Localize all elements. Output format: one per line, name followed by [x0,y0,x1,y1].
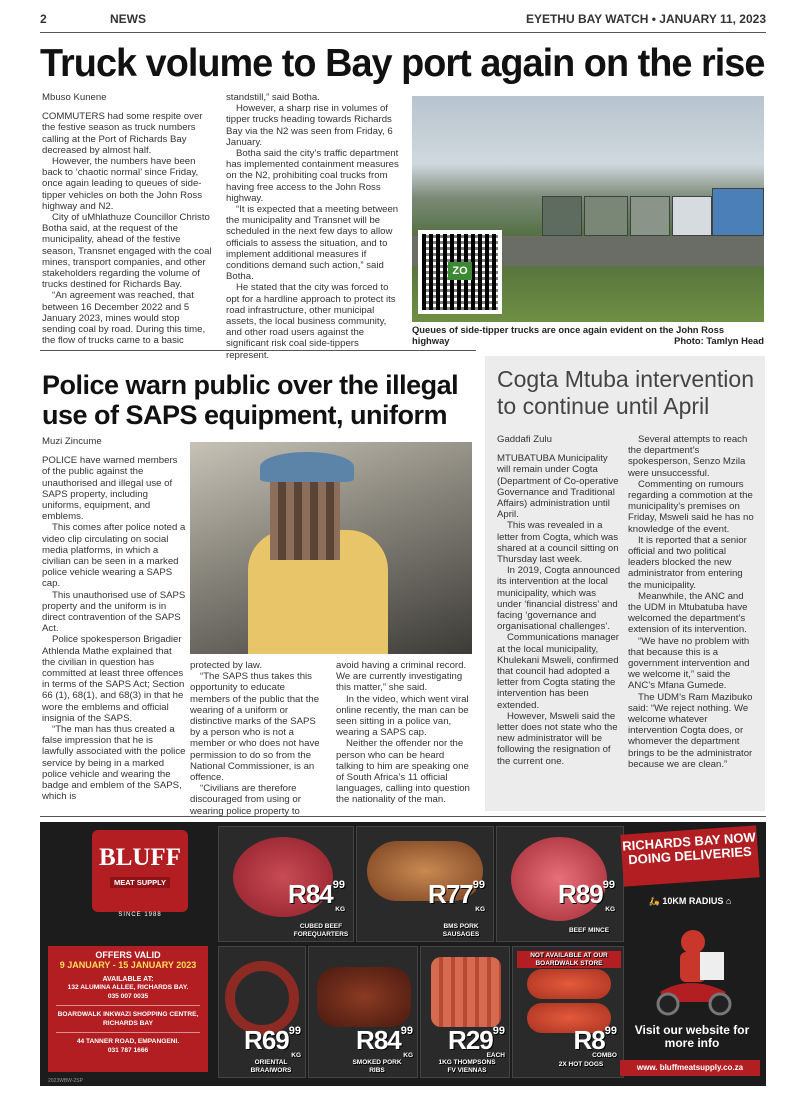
story2-paragraph: POLICE have warned members of the public against the unauthorised and illegal use of SAPS property, including uniforms, equipment, and emblems. [42,455,178,523]
story2-paragraph: This unauthorised use of SAPS property and the uniform is in direct contravention of the SAPS Act. [42,589,186,635]
photo-credit: Photo: Tamlyn Head [674,335,764,346]
brand-name: BLUFF [99,844,181,871]
page-number: 2 [40,12,47,26]
story1-column-2 [226,92,404,361]
visit-website-text: Visit our website for more info [634,1023,750,1050]
product-price: $R84^{99}$ KG [356,1025,413,1059]
offers-label: OFFERS VALID [95,950,161,960]
header-rule [40,32,766,33]
police-van-photo [190,442,472,654]
house-icon: ⌂ [723,896,732,906]
available-label: AVAILABLE AT: [102,976,154,983]
store-address: 132 ALUMINA ALLEE, RICHARDS BAY. [67,984,189,991]
scooter-icon: 🛵 [648,896,663,906]
story1-paragraph: “It is expected that a meeting between the municipality and Transnet will be scheduled in the next few days to allow officials to assess the situation, and to implement additional measures if conditions demand such action,” said Botha. [226,204,399,283]
story2-column-3 [336,660,474,806]
product-price: $R77^{99}$ KG [428,879,485,913]
blurred-face-graphic [270,470,340,560]
story3-paragraph: This was revealed in a letter from Cogta, which was shared at a council sitting on Thursday last week. [497,520,619,566]
story1-byline: Mbuso Kunene [42,92,107,103]
story3-headline[interactable]: Cogta Mtuba intervention to continue until April [497,366,754,419]
product-price: $R69^{99}$ KG [244,1025,301,1059]
story2-paragraph: “The SAPS thus takes this opportunity to educate members of the public that the wearing of a uniform or distinctive marks of the SAPS by a person who is not a member or who does not have permission to do so from the National Commissioner, is an offence. [190,671,320,784]
product-name: CUBED BEEF FOREQUARTERS [293,923,349,938]
story2-column-1 [42,436,186,803]
story3-paragraph: Several attempts to reach the department’s spokesperson, Senzo Mzila were unsuccessful. [628,434,748,479]
story3-paragraph: “We have no problem with that because this is a government intervention and we welcome it,” said the ANC’s Mfana Gumede. [628,635,750,692]
product-tile-beef-cubes[interactable] [218,826,354,942]
story2-paragraph: Neither the offender nor the person who can be heard talking to him are speaking one of South Africa’s 11 official languages, calling into question the nationality of the man. [336,738,470,806]
radius-label: 🛵 10KM RADIUS ⌂ [648,896,732,906]
story3-byline: Gaddafi Zulu [497,434,552,445]
story1-paragraph: However, the numbers have been back to ‘chaotic normal’ since Friday, once again leading to queues of side-tipper vehicles on both the John Ross highway and N2. [42,156,202,212]
story3-column-1 [497,434,621,767]
ad-rule [40,816,766,817]
section-rule [40,350,476,351]
story2-paragraph: Police spokesperson Brigadier Athlenda Mathe explained that the civilian in question has committed at least three offences in terms of the SAPS Act; Section 66 (1), 68(1), and 68(3) in that he wore the emblems and official insignia of the SAPS. [42,634,185,724]
story1-paragraph: “An agreement was reached, that between 16 December 2022 and 5 January 2023, mines would stop sending coal by road. During this time, the flow of trucks came to a basic [42,290,206,347]
qr-code[interactable] [418,230,502,314]
story1-paragraph: COMMUTERS had some respite over the festive season as truck numbers calling at the Port of Richards Bay decreased by almost half. [42,111,203,156]
product-price: $R29^{99}$ EACH [448,1025,505,1059]
story2-column-2 [190,660,326,817]
story1-paragraph: However, a sharp rise in volumes of tipper trucks heading towards Richards Bay via the N2 was seen from Friday, 6 January. [226,103,393,148]
story3-paragraph: However, Msweli said the letter does not state who the new administrator will be following the resignation of the current one. [497,710,618,767]
not-available-note: NOT AVAILABLE AT OUR BOARDWALK STORE [517,951,621,968]
delivery-scooter-icon [650,922,736,1018]
story2-paragraph: This comes after police noted a video clip circulating on social media platforms, in which a civilian can be seen in a marked police vehicle wearing a SAPS cap. [42,522,186,590]
saps-cap-graphic [260,452,354,482]
store-address: 44 TANNER ROAD, EMPANGENI. [76,1038,180,1045]
story2-paragraph: In the video, which went viral online recently, the man can be seen sitting in a police van, wearing a SAPS cap. [336,693,469,739]
product-tile-hot-dogs[interactable] [512,946,624,1078]
story1-paragraph: City of uMhlathuze Councillor Christo Botha said, at the request of the municipality, ahead of the festive season, Transnet engaged with the coal mines, transport companies, and other stakeholders regarding the volume of trucks destined for Richards Bay. [42,212,212,291]
story3-paragraph: In 2019, Cogta announced its intervention at the local municipality, which was under ‘financial distress’ and facing ‘governance and organisational challenges’. [497,565,621,633]
since-label: SINCE 1988 [118,912,162,918]
photo-caption [412,324,764,346]
store-phone: 035 007 0035 [107,993,149,1000]
product-tile-pork-ribs[interactable] [308,946,418,1078]
store-info-panel [48,946,208,1072]
bluff-logo [92,830,188,912]
ad-code: 2023WBW-2SP [48,1078,83,1084]
story3-paragraph: The UDM’s Ram Mazibuko said: “We reject nothing. We welcome whatever intervention Cogta does, or whomever the department brings to be the administrator because we are clean.” [628,691,753,770]
section-label: NEWS [110,12,146,26]
story3-column-2 [628,434,758,770]
product-tile-viennas[interactable] [420,946,510,1078]
story2-paragraph: avoid having a criminal record. We are currently investigating this matter,” she said. [336,660,467,694]
product-price: $R8^{99}$ COMBO [573,1025,617,1059]
story3-paragraph: It is reported that a senior official and two political leaders blocked the new administrator from entering the municipality. [628,534,747,591]
product-price: $R84^{99}$ KG [288,879,345,913]
product-tile-pork-sausages[interactable] [356,826,494,942]
story2-headline[interactable]: Police warn public over the illegal use of SAPS equipment, uniform [42,370,459,430]
product-name: BEEF MINCE [568,927,610,934]
story2-byline: Muzi Zincume [42,436,102,447]
product-name: BMS PORK SAUSAGES [442,923,480,938]
story1-paragraph: standstill,” said Botha. [226,92,320,103]
story3-paragraph: Communications manager at the local municipality, Khulekani Msweli, confirmed that council had adopted a letter from Cogta stating the intervention has been extended. [497,632,619,711]
page-header [40,12,766,30]
trucks-photo [412,96,764,322]
story3-paragraph: MTUBATUBA Municipality will remain under Cogta (Department of Co-operative Governance and Traditional Affairs) administration until April. [497,453,619,521]
story1-paragraph: Botha said the city’s traffic department has implemented containment measures on the N2, prohibiting coal trucks from having free access to the John Ross highway. [226,148,399,204]
masthead: EYETHU BAY WATCH • JANUARY 11, 2023 [525,12,766,26]
offers-dates: 9 JANUARY - 15 JANUARY 2023 [59,960,197,970]
product-name: SMOKED PORK RIBS [352,1059,402,1074]
store-address: BOARDWALK INKWAZI SHOPPING CENTRE, RICHARDS BAY [57,1011,199,1027]
product-name: 2X HOT DOGS [558,1061,604,1068]
product-name: 1KG THOMPSONS FV VIENNAS [438,1059,496,1074]
story2-paragraph: protected by law. [190,660,262,671]
story3-paragraph: Commenting on rumours regarding a commotion at the municipality’s premises on Friday, Msweli said he has no knowledge of the event. [628,478,754,535]
website-link[interactable]: www. bluffmeatsupply.co.za [620,1060,760,1076]
story1-paragraph: He stated that the city was forced to opt for a hardline approach to protect its road infrastructure, other municipal assets, the local business community, and other road users against the significant risk coal side-tippers represent. [226,282,396,361]
product-price: $R89^{99}$ KG [558,879,615,913]
story1-column-1 [42,92,214,346]
bluff-meat-advert[interactable] [40,822,766,1086]
store-phone: 031 787 1666 [107,1047,149,1054]
brand-subtitle: MEAT SUPPLY [110,877,170,888]
caption-text: Queues of side-tipper trucks are once again evident on the John Ross highway [412,324,725,346]
delivery-banner: RICHARDS BAY NOW DOING DELIVERIES [620,825,759,886]
product-name: ORIENTAL BRAAIWORS [250,1059,292,1074]
story2-paragraph: “The man has thus created a false impression that he is lawfully associated with the police service by being in a marked police vehicle and wearing the badge and emblem of the SAPS, which is [42,724,186,803]
story2-paragraph: “Civilians are therefore discouraged from using or wearing police property to [190,783,301,817]
product-tile-braaiwors[interactable] [218,946,306,1078]
qr-zo-label: ZO [448,262,472,280]
story1-headline[interactable]: Truck volume to Bay port again on the rise [40,42,765,85]
product-tile-beef-mince[interactable] [496,826,624,942]
story3-paragraph: Meanwhile, the ANC and the UDM in Mtubatuba have welcomed the department’s extension of its intervention. [628,590,748,636]
